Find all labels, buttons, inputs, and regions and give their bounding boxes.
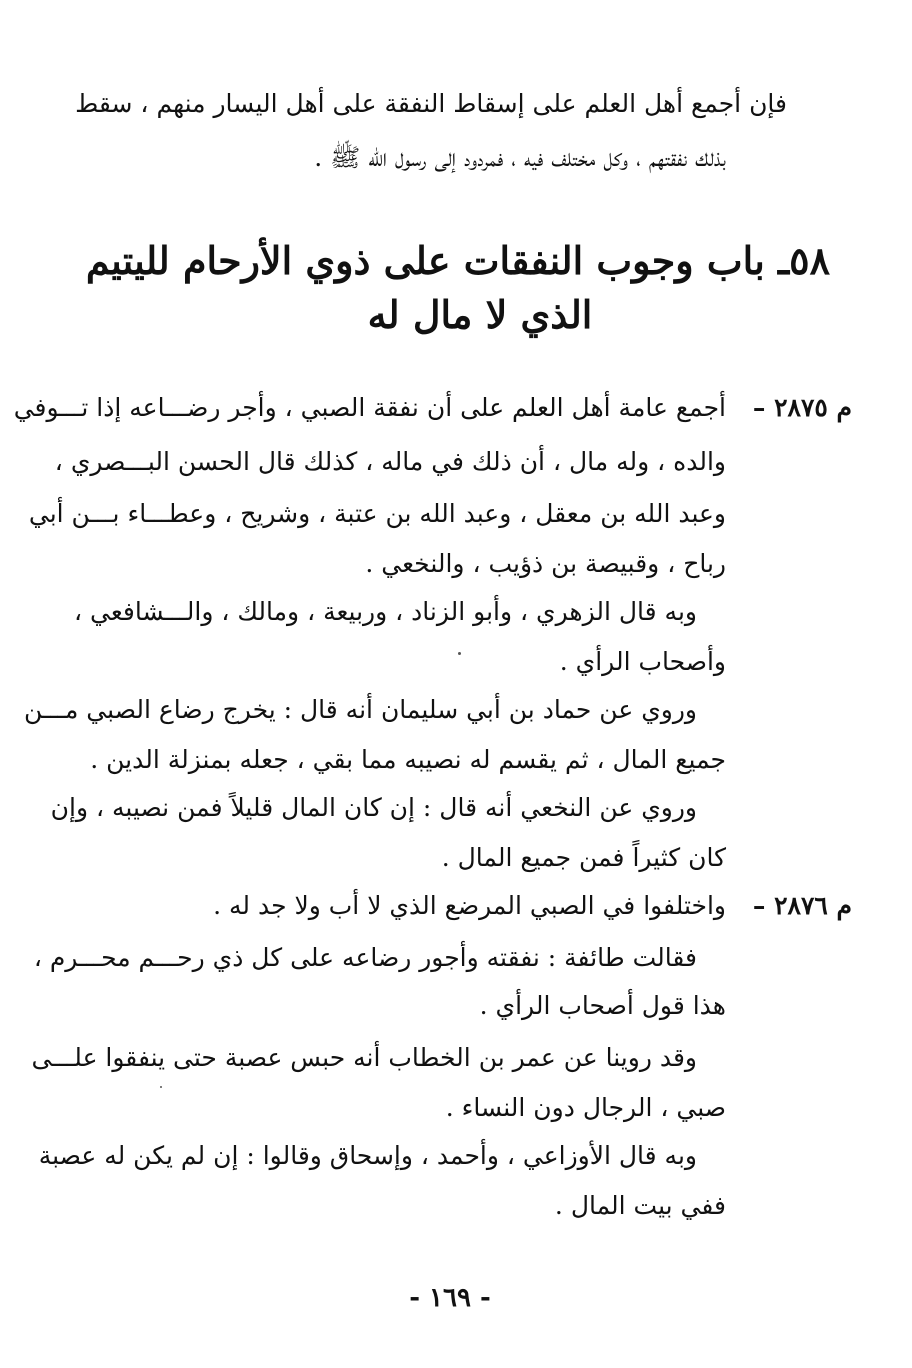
section-2875-p1-line-3: وعبد الله بن معقل ، وعبد الله بن عتبة ، وشريح ، وعطـــاء بـــن أبي (28, 499, 726, 528)
intro-line-2: بذلك نفقتهم ، وكل مختلف فيه ، فمردود إلى رسول الله ﷺ . (314, 143, 726, 172)
section-2875-p1-line-2: والده ، وله مال ، أن ذلك في ماله ، كذلك قال الحسن البـــصري ، (54, 447, 726, 476)
scan-speck (458, 652, 461, 655)
scan-speck (160, 1086, 162, 1088)
section-marker-2876: م ٢٨٧٦ – (752, 891, 852, 920)
section-2876-p1-line-1: واختلفوا في الصبي المرضع الذي لا أب ولا جد له . (213, 891, 726, 920)
section-2875-p2-line-1: وبه قال الزهري ، وأبو الزناد ، وربيعة ، ومالك ، والـــشافعي ، (74, 597, 697, 626)
section-2876-p4-line-2: ففي بيت المال . (554, 1191, 726, 1220)
section-2875-p1-line-1: أجمع عامة أهل العلم على أن نفقة الصبي ، وأجر رضـــاعه إذا تـــوفي (13, 393, 726, 422)
section-2876-p4-line-1: وبه قال الأوزاعي ، وأحمد ، وإسحاق وقالوا : إن لم يكن له عصبة (38, 1141, 697, 1170)
intro-line-1: فإن أجمع أهل العلم على إسقاط النفقة على أهل اليسار منهم ، سقط (75, 89, 787, 118)
section-2876-p3-line-2: صبي ، الرجال دون النساء . (445, 1093, 726, 1122)
section-2876-p3-line-1: وقد روينا عن عمر بن الخطاب أنه حبس عصبة حتى ينفقوا علـــى (31, 1043, 697, 1072)
page-number: - ١٦٩ - (409, 1283, 491, 1313)
section-2875-p4-line-1: وروي عن النخعي أنه قال : إن كان المال قليلاً فمن نصيبه ، وإن (50, 793, 697, 822)
section-2876-p2-line-1: فقالت طائفة : نفقته وأجور رضاعه على كل ذي رحـــم محـــرم ، (33, 943, 697, 972)
chapter-title-line-2: الذي لا مال له (367, 292, 593, 337)
section-2876-p2-line-2: هذا قول أصحاب الرأي . (479, 991, 726, 1020)
chapter-title-line-1: ٥٨ـ باب وجوب النفقات على ذوي الأرحام لليتيم (85, 238, 830, 283)
section-2875-p1-line-4: رباح ، وقبيصة بن ذؤيب ، والنخعي . (365, 549, 726, 578)
section-2875-p2-line-2: وأصحاب الرأي . (559, 647, 726, 676)
section-2875-p4-line-2: كان كثيراً فمن جميع المال . (441, 843, 726, 872)
section-2875-p3-line-1: وروي عن حماد بن أبي سليمان أنه قال : يخرج رضاع الصبي مـــن (23, 695, 697, 724)
section-marker-2875: م ٢٨٧٥ – (752, 393, 852, 422)
section-2875-p3-line-2: جميع المال ، ثم يقسم له نصيبه مما بقي ، جعله بمنزلة الدين . (90, 745, 726, 774)
